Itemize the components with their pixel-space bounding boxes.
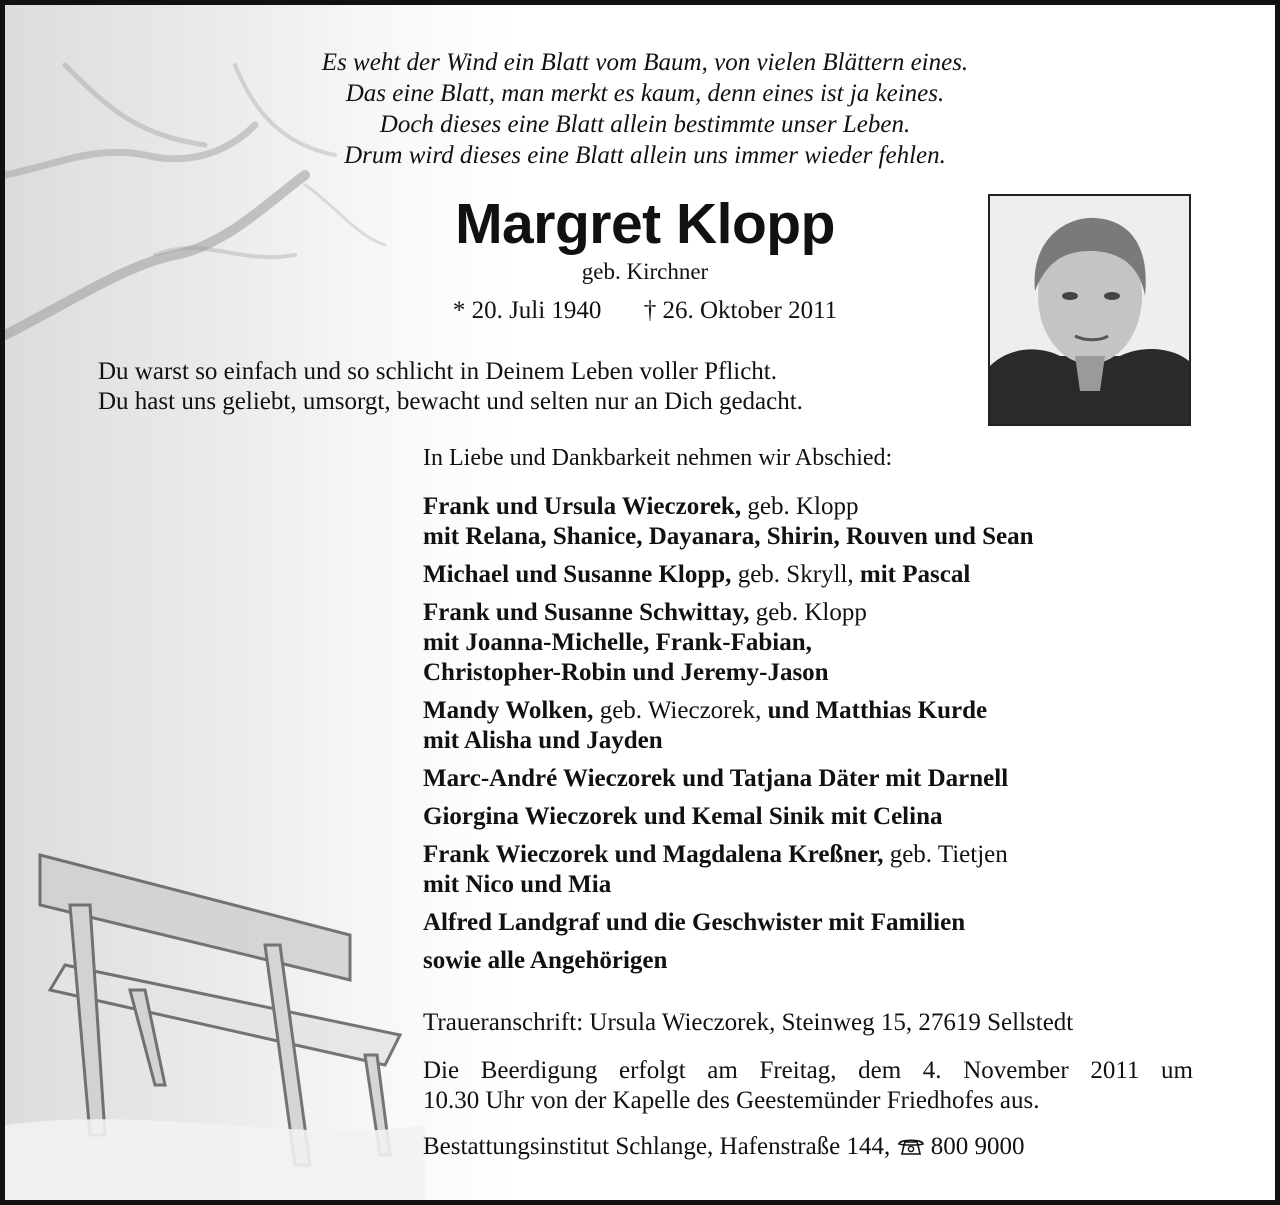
- mourner-group: [423, 802, 1203, 832]
- mourner-line: [423, 492, 1203, 522]
- mourner-line: [423, 696, 1203, 726]
- mourner-note: geb. Tietjen: [883, 841, 1008, 868]
- mourner-group: [423, 764, 1203, 794]
- mourner-line: [423, 908, 1203, 938]
- mourner-group: [423, 492, 1203, 552]
- portrait-photo: [988, 194, 1191, 426]
- mourner-line: [423, 560, 1203, 590]
- mourner-name: Alfred Landgraf und die Geschwister mit Familien: [423, 909, 966, 936]
- mourner-name: mit Alisha und Jayden: [423, 727, 663, 754]
- birth-name: geb. Kirchner: [581, 259, 709, 284]
- mourner-note: geb. Klopp: [749, 599, 867, 626]
- mourner-group: [423, 840, 1203, 900]
- verse-line: Du warst so einfach und so schlicht in Deinem Leben voller Pflicht.: [98, 358, 778, 385]
- phone-number: 800 9000: [930, 1133, 1025, 1160]
- mourner-line: [423, 658, 1203, 688]
- mourner-line: [423, 870, 1203, 900]
- mourner-name: mit Nico und Mia: [423, 871, 612, 898]
- mourner-line: [423, 598, 1203, 628]
- mourner-name: und Matthias Kurde: [767, 697, 988, 724]
- mourner-group: [423, 908, 1203, 938]
- undertaker-info: [423, 1133, 1025, 1161]
- mourner-line: [423, 726, 1203, 756]
- mourner-name: mit Joanna-Michelle, Frank-Fabian,: [423, 629, 812, 656]
- undertaker-name: Bestattungsinstitut Schlange, Hafenstraße 144,: [423, 1133, 891, 1160]
- mourner-name: Frank und Susanne Schwittay,: [423, 599, 750, 626]
- funeral-line: 10.30 Uhr von der Kapelle des Geestemünder Friedhofes aus.: [423, 1087, 1040, 1114]
- mourner-name: mit Pascal: [859, 561, 971, 588]
- mourners-list: [423, 492, 1203, 984]
- bench: [40, 855, 400, 1165]
- mourner-name: Christopher-Robin und Jeremy-Jason: [423, 659, 829, 686]
- mourner-line: [423, 522, 1203, 552]
- mourner-name: Michael und Susanne Klopp,: [423, 561, 732, 588]
- mourner-group: [423, 946, 1203, 976]
- verse: [98, 357, 803, 417]
- deceased-name: Margret Klopp: [455, 192, 835, 256]
- farewell-intro: In Liebe und Dankbarkeit nehmen wir Abschied:: [423, 445, 893, 471]
- mourner-group: [423, 696, 1203, 756]
- mourner-name: mit Relana, Shanice, Dayanara, Shirin, Rouven und Sean: [423, 523, 1034, 550]
- snow-ground: [5, 1119, 425, 1205]
- mourner-group: [423, 560, 1203, 590]
- poem-line: Doch dieses eine Blatt allein bestimmte unser Leben.: [379, 111, 911, 138]
- mourner-line: [423, 628, 1203, 658]
- mourner-group: [423, 598, 1203, 688]
- mourning-address: Traueranschrift: Ursula Wieczorek, Steinweg 15, 27619 Sellstedt: [423, 1009, 1074, 1036]
- funeral-line: Die Beerdigung erfolgt am Freitag, dem 4. November 2011 um: [423, 1057, 1193, 1084]
- mourner-name: Giorgina Wieczorek und Kemal Sinik mit Celina: [423, 803, 943, 830]
- poem-line: Drum wird dieses eine Blatt allein uns immer wieder fehlen.: [344, 142, 946, 169]
- birth-date: * 20. Juli 1940: [452, 297, 602, 324]
- mourner-note: geb. Wieczorek,: [593, 697, 768, 724]
- death-date: † 26. Oktober 2011: [643, 297, 838, 324]
- verse-line: Du hast uns geliebt, umsorgt, bewacht und selten nur an Dich gedacht.: [98, 388, 803, 415]
- mourner-name: sowie alle Angehörigen: [423, 947, 668, 974]
- mourner-name: Marc-André Wieczorek und Tatjana Däter mit Darnell: [423, 765, 1009, 792]
- mourner-line: [423, 840, 1203, 870]
- mourner-line: [423, 802, 1203, 832]
- poem-line: Es weht der Wind ein Blatt vom Baum, von vielen Blättern eines.: [321, 49, 969, 76]
- mourner-note: geb. Klopp: [741, 493, 859, 520]
- mourner-name: Frank und Ursula Wieczorek,: [423, 493, 742, 520]
- mourner-name: Frank Wieczorek und Magdalena Kreßner,: [423, 841, 884, 868]
- poem-line: Das eine Blatt, man merkt es kaum, denn eines ist ja keines.: [345, 80, 945, 107]
- funeral-info: [423, 1056, 1193, 1116]
- mourner-line: [423, 764, 1203, 794]
- mourner-line: [423, 946, 1203, 976]
- mourner-note: geb. Skryll,: [731, 561, 860, 588]
- telephone-icon: [897, 1133, 931, 1160]
- mourner-name: Mandy Wolken,: [423, 697, 594, 724]
- poem: [5, 47, 1280, 171]
